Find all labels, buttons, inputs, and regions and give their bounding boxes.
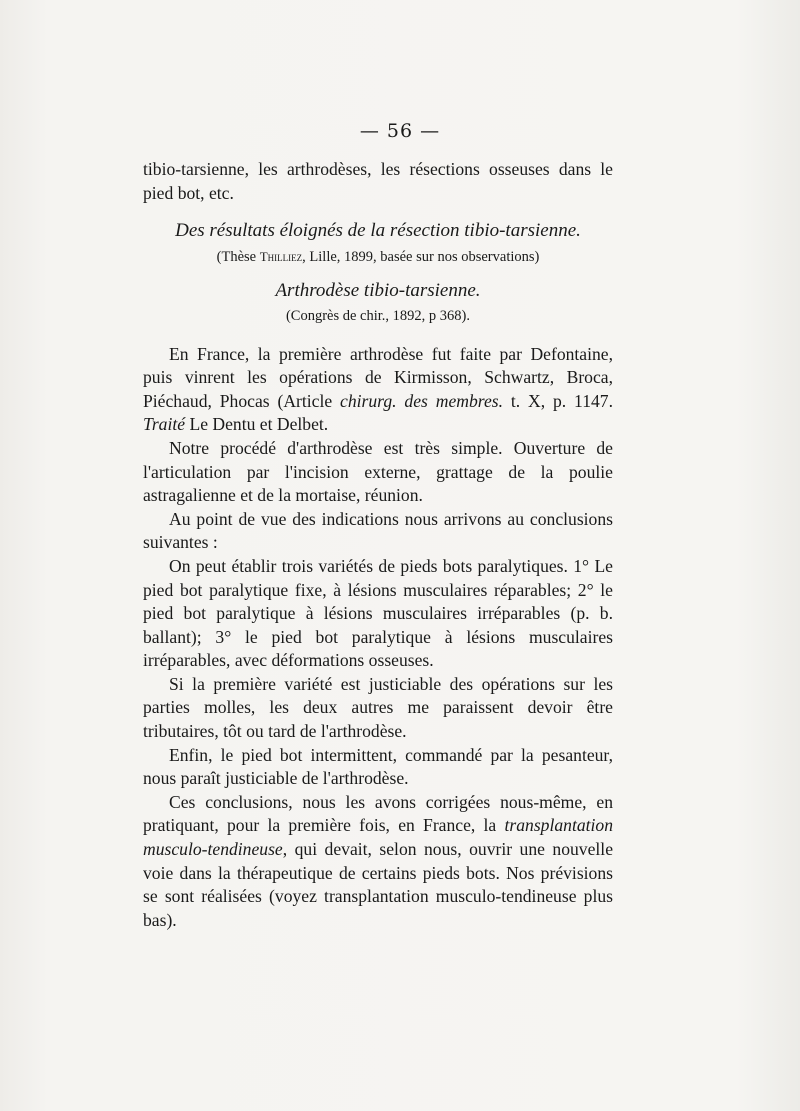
- paragraph-varieties: On peut établir trois variétés de pieds bots paralytiques. 1° Le pied bot paralytique fixe, à lésions musculaires réparables; 2° le pied bot paralytique à lésions musculaires irréparables (p. b. ballant); 3° le pied bot paralytique à lésions musculaires irréparables, avec déformations osseuses.: [143, 555, 613, 671]
- section-title-resection: Des résultats éloignés de la résection tibio-tarsienne.: [175, 220, 581, 242]
- paragraph-indications: Au point de vue des indications nous arrivons au conclusions suivantes :: [143, 508, 613, 553]
- intro-paragraph: tibio-tarsienne, les arthrodèses, les résections osseuses dans le pied bot, etc.: [143, 159, 613, 203]
- paragraph-procedure: Notre procédé d'arthrodèse est très simple. Ouverture de l'articulation par l'incision externe, grattage de la poulie astragalienne et de la mortaise, réunion.: [143, 437, 613, 506]
- p1-text-b: t. X, p. 1147.: [503, 390, 613, 411]
- page-number: — 56 —: [359, 120, 441, 142]
- p7-emphasis-transplantation: transplantation musculo-tendineuse: [143, 815, 613, 860]
- section-reference-arthrodese: (Congrès de chir., 1892, p 368).: [285, 307, 471, 324]
- paragraph-conclusions: [143, 791, 613, 933]
- p7-text-b: , qui devait, selon nous, ouvrir une nouvelle voie dans la thérapeutique de certains pieds bots. Nos prévisions se sont réalisées (voyez transplantation musculo-tendineuse plus bas).: [143, 839, 613, 930]
- p1-text-c: Le Dentu et Delbet.: [185, 414, 329, 435]
- ref-author: Thilliez: [259, 248, 303, 264]
- section-reference-resection: [143, 245, 613, 270]
- section-title-arthrodese: Arthrodèse tibio-tarsienne.: [275, 280, 481, 302]
- ref-prefix: (Thèse: [216, 248, 260, 265]
- p1-emphasis-traite: Traité: [143, 414, 186, 435]
- paragraph-intermittent: Enfin, le pied bot intermittent, commandé par la pesanteur, nous paraît justiciable de l'arthrodèse.: [143, 744, 613, 789]
- paragraph-history: [143, 343, 613, 437]
- page-body: [143, 158, 613, 932]
- p1-text-a: En France, la première arthrodèse fut faite par Defontaine, puis vinrent les opérations de Kirmisson, Schwartz, Broca, Piéchaud, Phocas (Article: [143, 343, 613, 411]
- paragraph-first-variety: Si la première variété est justiciable des opérations sur les parties molles, les deux autres me paraissent devoir être tributaires, tôt ou tard de l'arthrodèse.: [143, 673, 613, 742]
- p7-text-a: Ces conclusions, nous les avons corrigées nous-même, en pratiquant, pour la première fois, en France, la: [143, 791, 613, 836]
- ref-rest: , Lille, 1899, basée sur nos observations): [302, 248, 540, 265]
- p1-emphasis-article: chirurg. des membres.: [340, 390, 504, 411]
